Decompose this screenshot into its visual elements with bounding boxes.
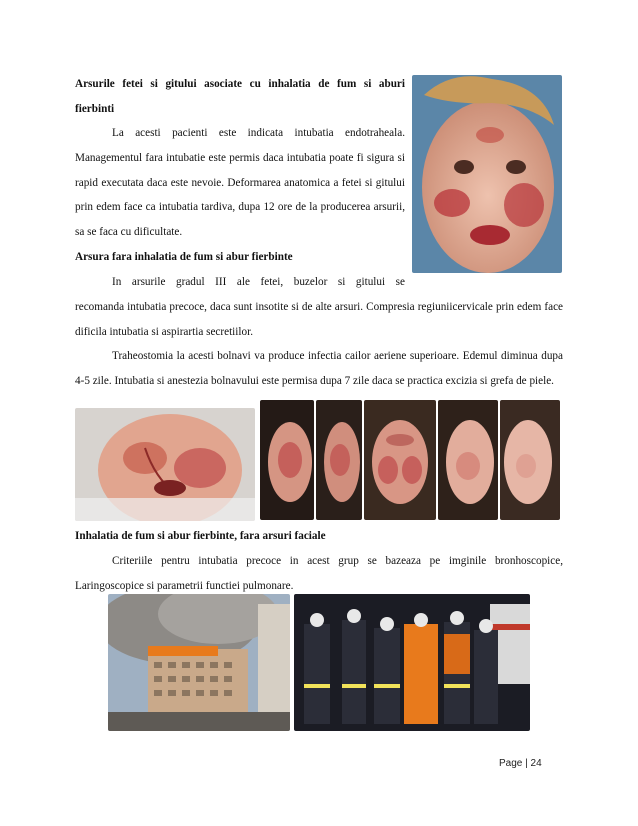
- section2-paragraph1-line1: In arsurile gradul III ale fetei, buzelor si gitului se: [112, 276, 405, 288]
- section2-heading: Arsura fara inhalatia de fum si abur fierbinte: [75, 251, 293, 263]
- section1-paragraph: La acesti pacienti este indicata intubatia endotraheala. Managementul fara intubatie este permis daca intubatia poate fi sigura si rapid executata daca este nevoie. Deformarea anatomica a fetei si gitului prin edem face ca intubatia tardiva, dupa 12 ore de la producerea arsurii, sa se faca cu dificultate.: [75, 127, 405, 239]
- burned-baby-photo: [75, 408, 255, 521]
- facial-burn-progression-photo-2: [316, 400, 362, 520]
- facial-burn-progression-photo-3: [364, 400, 436, 520]
- section1-heading-line2: fierbinti: [75, 102, 115, 115]
- facial-burn-progression-photo-5: [500, 400, 560, 520]
- section1-heading: [75, 72, 405, 122]
- section2-paragraph2: Traheostomia la acesti bolnavi va produce infectia cailor aeriene superioare. Edemul diminua dupa 4-5 zile. Intubatia si anestezia bolnavului este permisa dupa 7 zile daca se practica excizia si grefa de piele.: [75, 350, 563, 387]
- section3-paragraph: Criteriile pentru intubatia precoce in acest grup se bazeaza pe imginile bronhoscopice, Laringoscopice si parametrii functiei pulmonare.: [75, 555, 563, 592]
- firefighters-rescue-photo: [294, 594, 530, 731]
- section1-heading-line1: Arsurile fetei si gitului asociate cu inhalatia de fum si aburi: [75, 78, 405, 90]
- building-fire-photo: [108, 594, 290, 731]
- facial-burn-progression-photo-1: [260, 400, 314, 520]
- burned-child-face-photo: [412, 75, 562, 273]
- page-number: Page | 24: [499, 758, 542, 769]
- facial-burn-progression-photo-4: [438, 400, 498, 520]
- section3-heading: Inhalatia de fum si abur fierbinte, fara arsuri faciale: [75, 530, 326, 542]
- section2-paragraph1-rest: recomanda intubatia precoce, daca sunt insotite si de alte arsuri. Compresia regiuniicervicale prin edem face dificila intubatia si aspirartia secretiilor.: [75, 301, 563, 338]
